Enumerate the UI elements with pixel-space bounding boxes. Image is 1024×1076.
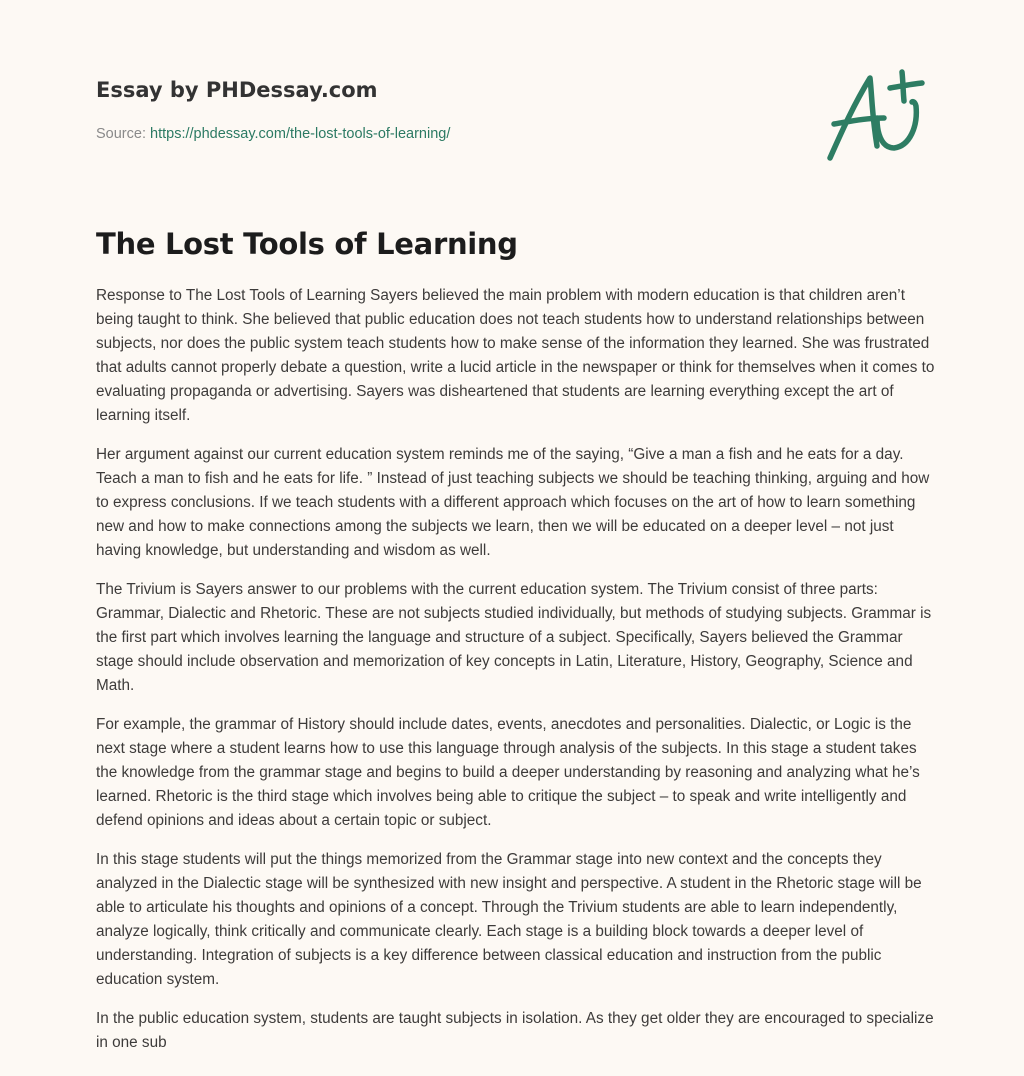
article-paragraph: Her argument against our current education system reminds me of the saying, “Give a man a fish and he eats for a day. Teach a man to fish and he eats for life. ” Instead of just teaching subjects we should be teaching thinking, arguing and how to express conclusions. If we teach students with a different approach which focuses on the art of how to learn something new and how to make connections among the subjects we learn, then we will be educated on a deeper level – not just having knowledge, but understanding and wisdom as well. xyxy=(96,446,930,559)
article-paragraph: For example, the grammar of History should include dates, events, anecdotes and personalities. Dialectic, or Logic is the next stage where a student learns how to use this language through analysis of the subjects. In this stage a student takes the knowledge from the grammar stage and begins to build a deeper understanding by reasoning and analyzing what he’s learned. Rhetoric is the third stage which involves being able to critique the subject – to speak and write intelligently and defend opinions and ideas about a certain topic or subject. xyxy=(96,716,920,829)
source-line xyxy=(96,124,696,144)
article-paragraph: Response to The Lost Tools of Learning Sayers believed the main problem with modern education is that children aren’t being taught to think. She believed that public education does not teach students how to understand relationships between subjects, nor does the public system teach students how to make sense of the information they learned. She was frustrated that adults cannot properly debate a question, write a lucid article in the newspaper or think for themselves when it comes to evaluating propaganda or advertising. Sayers was disheartened that students are learning everything except the art of learning itself. xyxy=(96,287,935,424)
site-header xyxy=(96,76,696,144)
site-brand: Essay by PHDessay.com xyxy=(96,78,378,102)
article-paragraph: The Trivium is Sayers answer to our problems with the current education system. The Trivium consist of three parts: Grammar, Dialectic and Rhetoric. These are not subjects studied individually, but methods of studying subjects. Grammar is the first part which involves learning the language and structure of a subject. Specifically, Sayers believed the Grammar stage should include observation and memorization of key concepts in Latin, Literature, History, Geography, Science and Math. xyxy=(96,581,932,694)
article-title: The Lost Tools of Learning xyxy=(96,227,518,261)
article-paragraph: In this stage students will put the things memorized from the Grammar stage into new context and the concepts they analyzed in the Dialectic stage will be synthesized with new insight and perspective. A student in the Rhetoric stage will be able to articulate his thoughts and opinions of a concept. Through the Trivium students are able to learn independently, analyze logically, think critically and communicate clearly. Each stage is a building block towards a deeper level of understanding. Integration of subjects is a key difference between classical education and instruction from the public education system. xyxy=(96,851,922,988)
article-paragraph: In the public education system, students are taught subjects in isolation. As they get older they are encouraged to specialize in one sub xyxy=(96,1010,934,1051)
article-body xyxy=(96,284,938,1070)
a-plus-grade-icon xyxy=(822,66,928,166)
source-link[interactable]: https://phdessay.com/the-lost-tools-of-learning/ xyxy=(150,126,451,142)
source-label: Source: xyxy=(96,126,146,142)
